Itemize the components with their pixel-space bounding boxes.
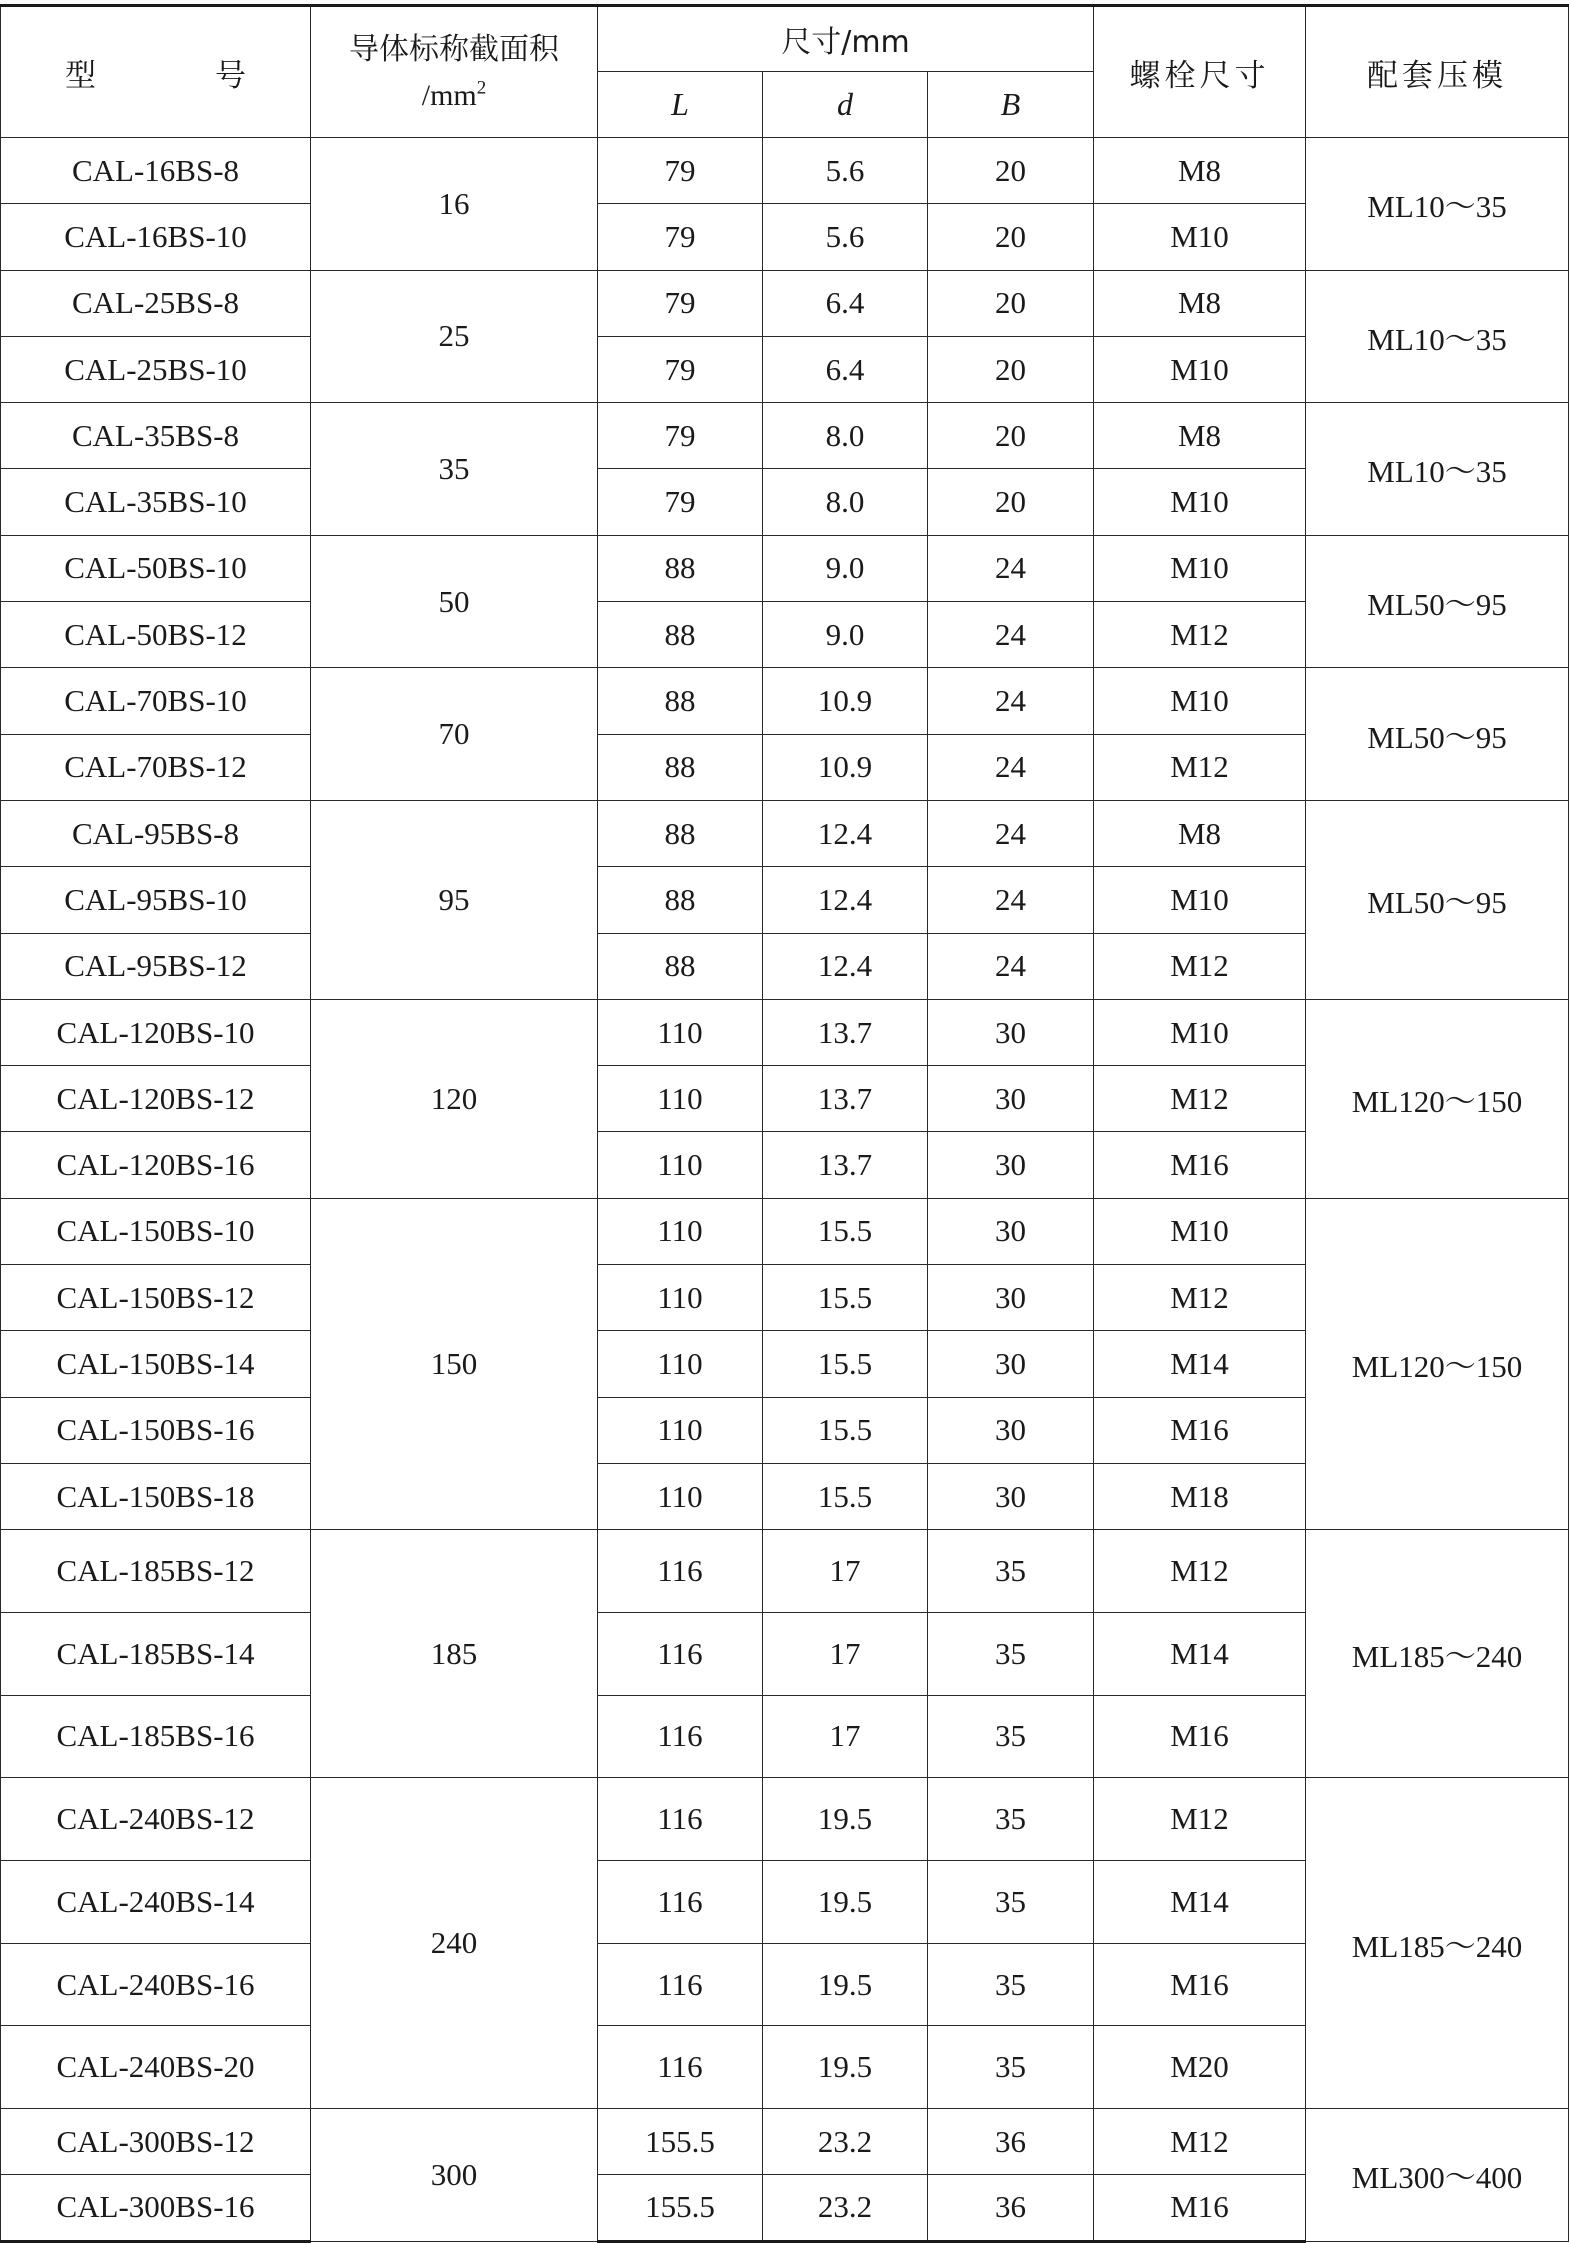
B-cell: 20 bbox=[928, 336, 1094, 402]
L-cell: 79 bbox=[598, 204, 763, 270]
model-cell: CAL-240BS-12 bbox=[1, 1778, 311, 1861]
L-cell: 110 bbox=[598, 1132, 763, 1198]
table-row bbox=[1, 2109, 1569, 2175]
bolt-cell: M10 bbox=[1094, 668, 1306, 734]
bolt-cell: M10 bbox=[1094, 999, 1306, 1065]
B-cell: 24 bbox=[928, 933, 1094, 999]
L-cell: 79 bbox=[598, 469, 763, 535]
die-cell: ML50～95 bbox=[1306, 668, 1569, 801]
die-cell: ML10～35 bbox=[1306, 403, 1569, 536]
B-cell: 36 bbox=[928, 2109, 1094, 2175]
header-bolt: 螺栓尺寸 bbox=[1094, 6, 1306, 138]
B-cell: 20 bbox=[928, 204, 1094, 270]
bolt-cell: M12 bbox=[1094, 2109, 1306, 2175]
L-cell: 79 bbox=[598, 336, 763, 402]
model-cell: CAL-120BS-16 bbox=[1, 1132, 311, 1198]
L-cell: 116 bbox=[598, 1530, 763, 1613]
model-cell: CAL-35BS-10 bbox=[1, 469, 311, 535]
L-cell: 116 bbox=[598, 1612, 763, 1695]
header-die: 配套压模 bbox=[1306, 6, 1569, 138]
bolt-cell: M10 bbox=[1094, 469, 1306, 535]
L-cell: 116 bbox=[598, 1778, 763, 1861]
bolt-cell: M14 bbox=[1094, 1612, 1306, 1695]
L-cell: 116 bbox=[598, 1943, 763, 2026]
B-cell: 36 bbox=[928, 2175, 1094, 2241]
die-cell: ML300～400 bbox=[1306, 2109, 1569, 2242]
model-cell: CAL-25BS-8 bbox=[1, 270, 311, 336]
L-cell: 110 bbox=[598, 1066, 763, 1132]
d-cell: 5.6 bbox=[763, 204, 928, 270]
L-cell: 88 bbox=[598, 535, 763, 601]
B-cell: 20 bbox=[928, 138, 1094, 204]
bolt-cell: M16 bbox=[1094, 1943, 1306, 2026]
d-cell: 6.4 bbox=[763, 336, 928, 402]
d-cell: 23.2 bbox=[763, 2109, 928, 2175]
B-cell: 35 bbox=[928, 1530, 1094, 1613]
d-cell: 15.5 bbox=[763, 1331, 928, 1397]
d-cell: 15.5 bbox=[763, 1198, 928, 1264]
L-cell: 116 bbox=[598, 2026, 763, 2109]
area-cell: 16 bbox=[311, 138, 598, 271]
L-cell: 79 bbox=[598, 270, 763, 336]
bolt-cell: M10 bbox=[1094, 336, 1306, 402]
B-cell: 24 bbox=[928, 535, 1094, 601]
B-cell: 35 bbox=[928, 1943, 1094, 2026]
L-cell: 110 bbox=[598, 1463, 763, 1529]
die-cell: ML120～150 bbox=[1306, 1198, 1569, 1529]
B-cell: 30 bbox=[928, 1265, 1094, 1331]
bolt-cell: M18 bbox=[1094, 1463, 1306, 1529]
B-cell: 30 bbox=[928, 1331, 1094, 1397]
area-cell: 95 bbox=[311, 800, 598, 999]
d-cell: 10.9 bbox=[763, 734, 928, 800]
model-cell: CAL-70BS-12 bbox=[1, 734, 311, 800]
model-cell: CAL-150BS-14 bbox=[1, 1331, 311, 1397]
die-cell: ML185～240 bbox=[1306, 1530, 1569, 1778]
L-cell: 155.5 bbox=[598, 2175, 763, 2241]
table-row bbox=[1, 1530, 1569, 1613]
model-cell: CAL-95BS-12 bbox=[1, 933, 311, 999]
table-row bbox=[1, 535, 1569, 601]
d-cell: 12.4 bbox=[763, 867, 928, 933]
header-d: d bbox=[763, 72, 928, 138]
d-cell: 9.0 bbox=[763, 535, 928, 601]
table-row bbox=[1, 403, 1569, 469]
d-cell: 8.0 bbox=[763, 469, 928, 535]
bolt-cell: M12 bbox=[1094, 933, 1306, 999]
die-cell: ML50～95 bbox=[1306, 800, 1569, 999]
B-cell: 30 bbox=[928, 1066, 1094, 1132]
table-row bbox=[1, 668, 1569, 734]
model-cell: CAL-150BS-12 bbox=[1, 1265, 311, 1331]
bolt-cell: M12 bbox=[1094, 1778, 1306, 1861]
L-cell: 116 bbox=[598, 1695, 763, 1778]
L-cell: 155.5 bbox=[598, 2109, 763, 2175]
B-cell: 24 bbox=[928, 602, 1094, 668]
header-area: 导体标称截面积 $/mm^2$ bbox=[311, 6, 598, 138]
model-cell: CAL-70BS-10 bbox=[1, 668, 311, 734]
table-row bbox=[1, 999, 1569, 1065]
die-cell: ML50～95 bbox=[1306, 535, 1569, 668]
L-cell: 79 bbox=[598, 403, 763, 469]
area-cell: 185 bbox=[311, 1530, 598, 1778]
model-cell: CAL-185BS-14 bbox=[1, 1612, 311, 1695]
model-cell: CAL-95BS-8 bbox=[1, 800, 311, 866]
area-cell: 50 bbox=[311, 535, 598, 668]
d-cell: 19.5 bbox=[763, 1860, 928, 1943]
d-cell: 15.5 bbox=[763, 1265, 928, 1331]
L-cell: 88 bbox=[598, 602, 763, 668]
L-cell: 88 bbox=[598, 867, 763, 933]
table-row bbox=[1, 138, 1569, 204]
model-cell: CAL-50BS-10 bbox=[1, 535, 311, 601]
d-cell: 9.0 bbox=[763, 602, 928, 668]
header-B: B bbox=[928, 72, 1094, 138]
B-cell: 24 bbox=[928, 800, 1094, 866]
L-cell: 110 bbox=[598, 1265, 763, 1331]
bolt-cell: M16 bbox=[1094, 1695, 1306, 1778]
bolt-cell: M20 bbox=[1094, 2026, 1306, 2109]
d-cell: 12.4 bbox=[763, 933, 928, 999]
L-cell: 116 bbox=[598, 1860, 763, 1943]
area-cell: 35 bbox=[311, 403, 598, 536]
model-cell: CAL-185BS-12 bbox=[1, 1530, 311, 1613]
bolt-cell: M12 bbox=[1094, 1530, 1306, 1613]
area-cell: 150 bbox=[311, 1198, 598, 1529]
bolt-cell: M16 bbox=[1094, 1132, 1306, 1198]
d-cell: 8.0 bbox=[763, 403, 928, 469]
bolt-cell: M12 bbox=[1094, 734, 1306, 800]
B-cell: 30 bbox=[928, 1397, 1094, 1463]
area-cell: 70 bbox=[311, 668, 598, 801]
d-cell: 19.5 bbox=[763, 2026, 928, 2109]
d-cell: 15.5 bbox=[763, 1463, 928, 1529]
bolt-cell: M12 bbox=[1094, 1066, 1306, 1132]
B-cell: 24 bbox=[928, 734, 1094, 800]
die-cell: ML120～150 bbox=[1306, 999, 1569, 1198]
bolt-cell: M10 bbox=[1094, 1198, 1306, 1264]
model-cell: CAL-50BS-12 bbox=[1, 602, 311, 668]
d-cell: 6.4 bbox=[763, 270, 928, 336]
die-cell: ML185～240 bbox=[1306, 1778, 1569, 2109]
L-cell: 88 bbox=[598, 933, 763, 999]
d-cell: 13.7 bbox=[763, 1132, 928, 1198]
bolt-cell: M8 bbox=[1094, 403, 1306, 469]
L-cell: 88 bbox=[598, 800, 763, 866]
B-cell: 30 bbox=[928, 1463, 1094, 1529]
model-cell: CAL-150BS-18 bbox=[1, 1463, 311, 1529]
d-cell: 17 bbox=[763, 1695, 928, 1778]
B-cell: 24 bbox=[928, 668, 1094, 734]
bolt-cell: M8 bbox=[1094, 270, 1306, 336]
B-cell: 20 bbox=[928, 270, 1094, 336]
B-cell: 30 bbox=[928, 1198, 1094, 1264]
d-cell: 23.2 bbox=[763, 2175, 928, 2241]
header-L: L bbox=[598, 72, 763, 138]
L-cell: 110 bbox=[598, 1198, 763, 1264]
bolt-cell: M12 bbox=[1094, 1265, 1306, 1331]
d-cell: 19.5 bbox=[763, 1943, 928, 2026]
L-cell: 88 bbox=[598, 668, 763, 734]
model-cell: CAL-300BS-16 bbox=[1, 2175, 311, 2241]
model-cell: CAL-120BS-10 bbox=[1, 999, 311, 1065]
area-cell: 300 bbox=[311, 2109, 598, 2242]
bolt-cell: M16 bbox=[1094, 2175, 1306, 2241]
d-cell: 13.7 bbox=[763, 999, 928, 1065]
model-cell: CAL-150BS-16 bbox=[1, 1397, 311, 1463]
B-cell: 35 bbox=[928, 2026, 1094, 2109]
B-cell: 24 bbox=[928, 867, 1094, 933]
die-cell: ML10～35 bbox=[1306, 270, 1569, 403]
model-cell: CAL-16BS-10 bbox=[1, 204, 311, 270]
L-cell: 110 bbox=[598, 999, 763, 1065]
d-cell: 12.4 bbox=[763, 800, 928, 866]
area-cell: 240 bbox=[311, 1778, 598, 2109]
table-row bbox=[1, 270, 1569, 336]
header-model: 型 号 bbox=[1, 6, 311, 138]
B-cell: 20 bbox=[928, 469, 1094, 535]
L-cell: 110 bbox=[598, 1397, 763, 1463]
model-cell: CAL-240BS-14 bbox=[1, 1860, 311, 1943]
model-cell: CAL-16BS-8 bbox=[1, 138, 311, 204]
model-cell: CAL-240BS-20 bbox=[1, 2026, 311, 2109]
model-cell: CAL-95BS-10 bbox=[1, 867, 311, 933]
bolt-cell: M10 bbox=[1094, 535, 1306, 601]
header-size-group: 尺寸/mm bbox=[598, 6, 1094, 72]
die-cell: ML10～35 bbox=[1306, 138, 1569, 271]
B-cell: 35 bbox=[928, 1695, 1094, 1778]
d-cell: 17 bbox=[763, 1612, 928, 1695]
d-cell: 19.5 bbox=[763, 1778, 928, 1861]
table-row bbox=[1, 1778, 1569, 1861]
d-cell: 13.7 bbox=[763, 1066, 928, 1132]
model-cell: CAL-35BS-8 bbox=[1, 403, 311, 469]
L-cell: 79 bbox=[598, 138, 763, 204]
d-cell: 5.6 bbox=[763, 138, 928, 204]
bolt-cell: M10 bbox=[1094, 204, 1306, 270]
B-cell: 35 bbox=[928, 1612, 1094, 1695]
d-cell: 10.9 bbox=[763, 668, 928, 734]
bolt-cell: M12 bbox=[1094, 602, 1306, 668]
bolt-cell: M8 bbox=[1094, 800, 1306, 866]
bolt-cell: M8 bbox=[1094, 138, 1306, 204]
model-cell: CAL-300BS-12 bbox=[1, 2109, 311, 2175]
model-cell: CAL-185BS-16 bbox=[1, 1695, 311, 1778]
area-cell: 25 bbox=[311, 270, 598, 403]
model-cell: CAL-150BS-10 bbox=[1, 1198, 311, 1264]
L-cell: 88 bbox=[598, 734, 763, 800]
model-cell: CAL-240BS-16 bbox=[1, 1943, 311, 2026]
table-body bbox=[1, 138, 1569, 2242]
d-cell: 15.5 bbox=[763, 1397, 928, 1463]
B-cell: 35 bbox=[928, 1778, 1094, 1861]
bolt-cell: M14 bbox=[1094, 1331, 1306, 1397]
B-cell: 30 bbox=[928, 1132, 1094, 1198]
bolt-cell: M16 bbox=[1094, 1397, 1306, 1463]
terminal-spec-table bbox=[0, 4, 1569, 2243]
B-cell: 30 bbox=[928, 999, 1094, 1065]
model-cell: CAL-25BS-10 bbox=[1, 336, 311, 402]
table-header bbox=[1, 6, 1569, 138]
B-cell: 35 bbox=[928, 1860, 1094, 1943]
area-cell: 120 bbox=[311, 999, 598, 1198]
model-cell: CAL-120BS-12 bbox=[1, 1066, 311, 1132]
L-cell: 110 bbox=[598, 1331, 763, 1397]
d-cell: 17 bbox=[763, 1530, 928, 1613]
bolt-cell: M10 bbox=[1094, 867, 1306, 933]
table-row bbox=[1, 800, 1569, 866]
bolt-cell: M14 bbox=[1094, 1860, 1306, 1943]
B-cell: 20 bbox=[928, 403, 1094, 469]
table-row bbox=[1, 1198, 1569, 1264]
